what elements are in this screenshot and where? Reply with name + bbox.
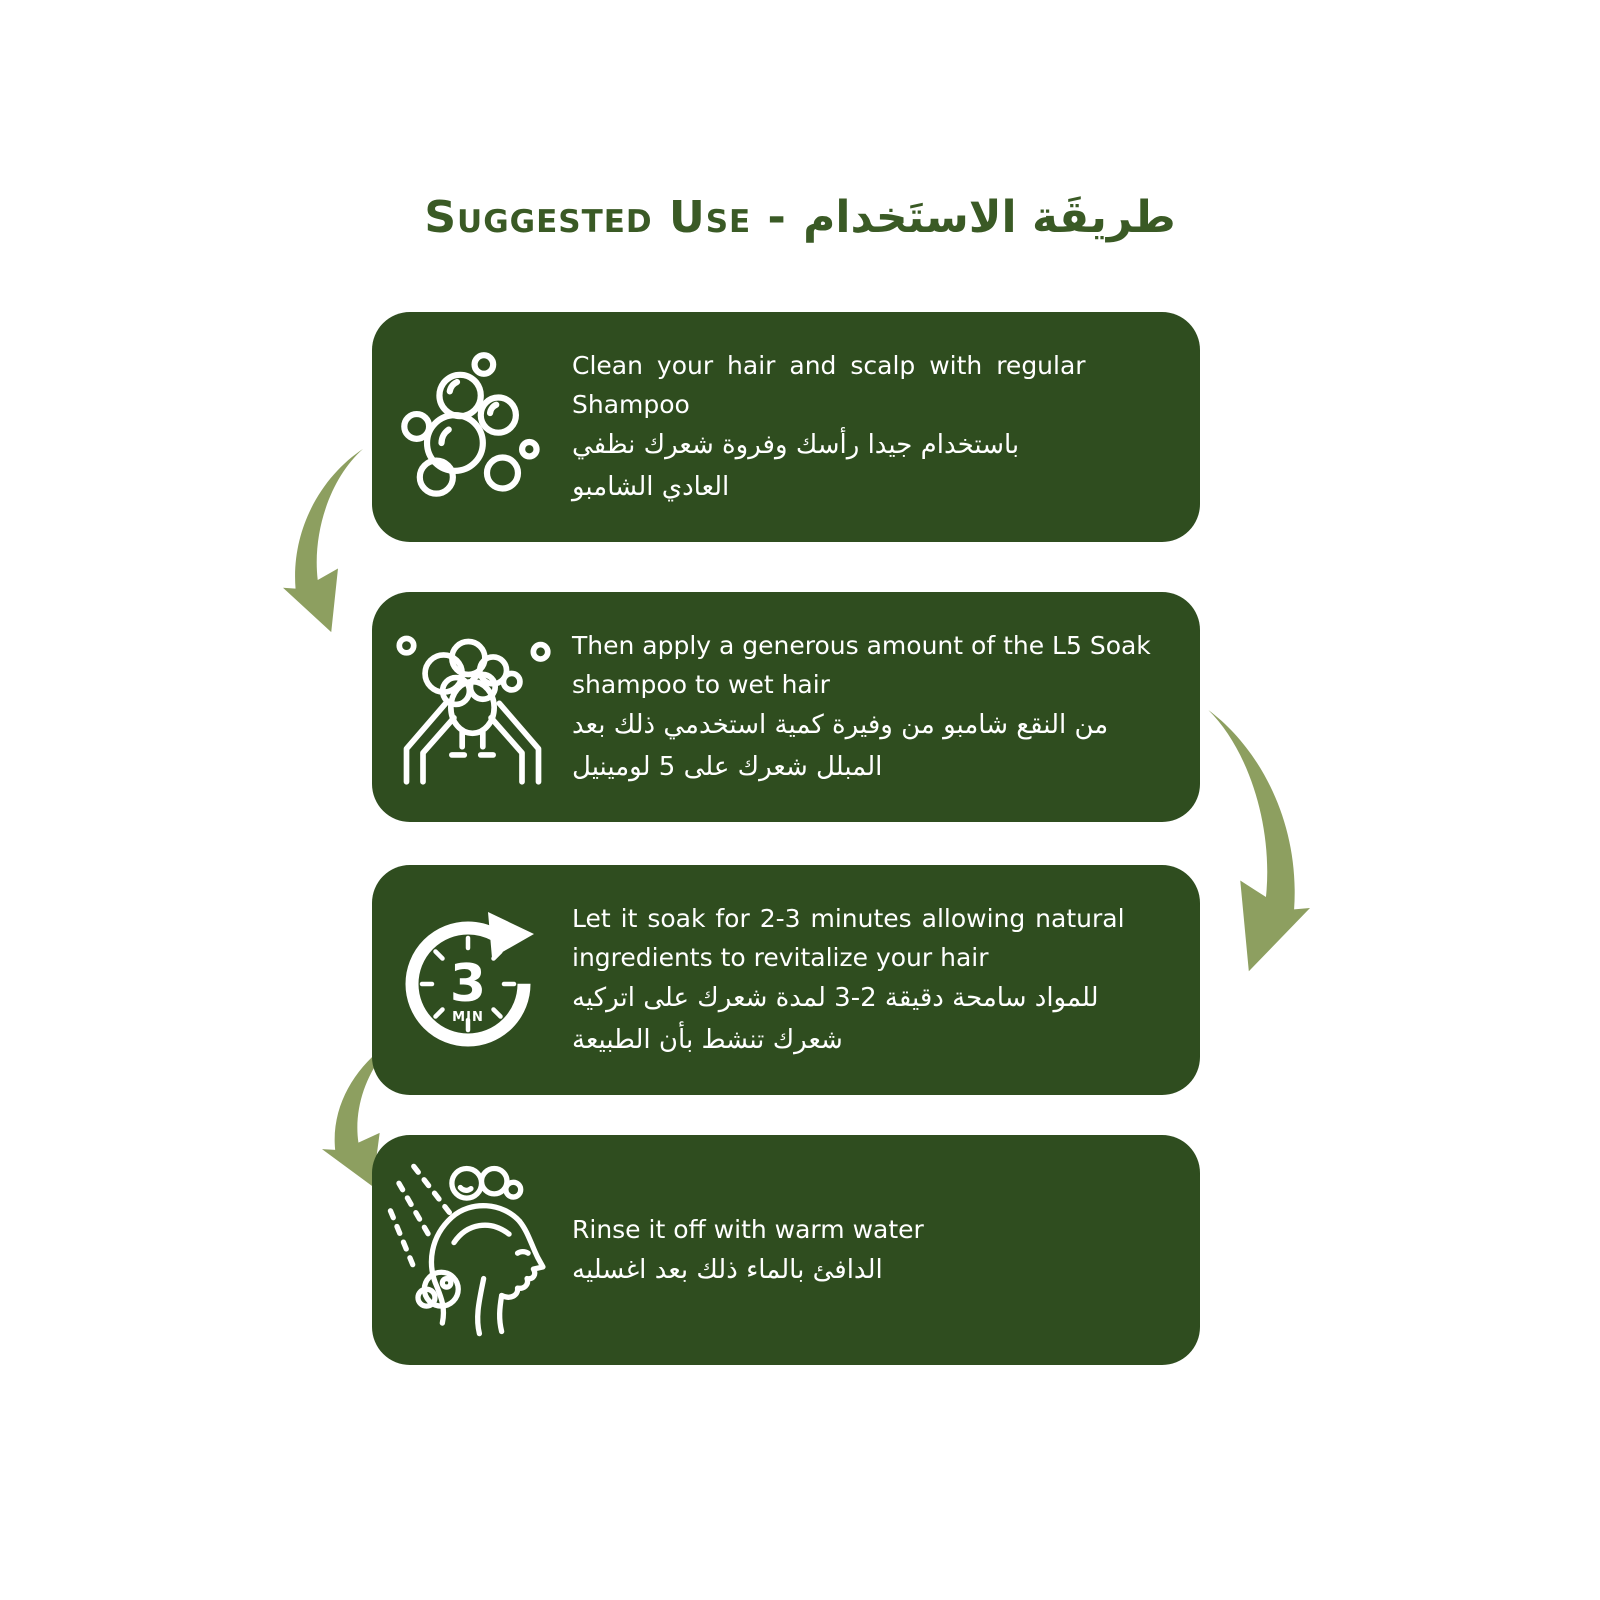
step-2-text	[572, 626, 1200, 788]
page-title: Suggested Use - طريقَة الاستَخدام	[424, 192, 1176, 243]
step-card-1	[372, 312, 1200, 542]
timer-minutes-value: 3	[449, 954, 487, 1014]
bubbles-icon	[372, 350, 572, 505]
timer-3min-icon	[372, 900, 572, 1060]
hair-wash-icon	[372, 625, 572, 790]
step-1-arabic-line: نظفي‎ شعرك‎ وفروة‎ رأسك‎ جيدا‎ باستخدام	[572, 430, 1020, 460]
step-2-english-line: shampoo to wet hair	[572, 670, 830, 699]
rinse-hair-icon	[372, 1160, 572, 1340]
step-2-english-line: Then apply a generous amount of the L5 Soak	[572, 631, 1151, 660]
step-1-arabic-line: الشامبو‎ العادي	[572, 472, 730, 502]
step-3-english-line: ingredients to revitalize your hair	[572, 943, 989, 972]
flow-arrow-step1-to-step2	[283, 446, 365, 634]
step-card-2	[372, 592, 1200, 822]
step-4-text	[572, 1210, 1200, 1291]
step-1-english-line: Clean your hair and scalp with regular	[572, 351, 1086, 380]
step-3-english-line: Let it soak for 2-3 minutes allowing natural	[572, 904, 1125, 933]
step-4-english-line: Rinse it off with warm water	[572, 1214, 924, 1244]
step-1-text	[572, 346, 1200, 508]
step-1-english-line: Shampoo	[572, 390, 690, 419]
step-3-arabic-line: اتركيه‎ على‎ شعرك‎ لمدة‎ 3-2‎ دقيقة‎ سامحة‎ للمواد	[572, 983, 1099, 1013]
step-4-arabic-line: اغسليه‎ بعد‎ ذلك‎ بالماء‎ الدافئ	[572, 1254, 883, 1285]
timer-minutes-unit: MIN	[452, 1010, 484, 1025]
flow-arrow-step2-to-step3	[1206, 706, 1310, 974]
step-3-text	[572, 899, 1200, 1061]
step-card-4	[372, 1135, 1200, 1365]
step-2-arabic-line: بعد‎ ذلك‎ استخدمي‎ كمية‎ وفيرة‎ من‎ شامبو‎ النقع‎ من	[572, 710, 1109, 740]
step-3-arabic-line: الطبيعة‎ بأن‎ تنشط‎ شعرك	[572, 1025, 843, 1055]
step-card-3	[372, 865, 1200, 1095]
step-2-arabic-line: لومينيل‎ 5‎ على‎ شعرك‎ المبلل	[572, 752, 883, 782]
